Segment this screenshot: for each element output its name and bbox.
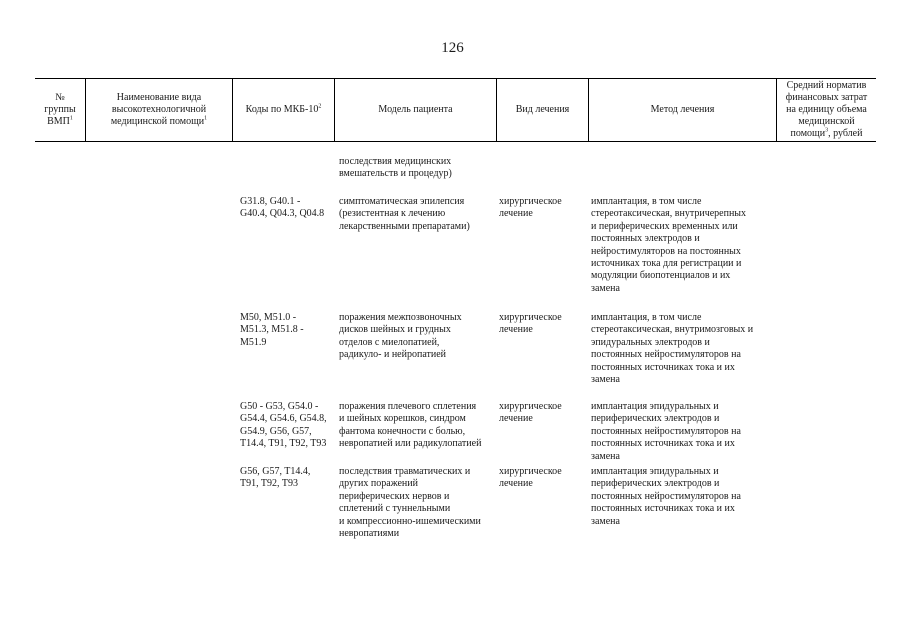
row-treatment-type: хирургическое лечение [499,401,562,425]
header-group-number: № группы ВМП$^1$ [44,91,76,127]
row-patient-model: поражения межпозвоночных дисков шейных и грудных отделов с миелопатией, радикуло- и нейропатией [339,312,462,361]
row-icd-codes: G50 - G53, G54.0 - G54.4, G54.6, G54.8, G54.9, G56, G57, T14.4, T91, T92, T93 [240,401,327,450]
row-patient-model: поражения плечевого сплетения и шейных корешков, синдром фантома конечности с болью, невропатией или радикулопатией [339,401,482,450]
page-number: 126 [441,40,464,56]
header-icd-codes: Коды по МКБ-$10^2$ [245,103,322,115]
row-treatment-type: хирургическое лечение [499,312,562,336]
header-average-cost: Средний норматив финансовых затрат на единицу объема медицинской помощи$^3$, рублей [785,79,868,139]
row-icd-codes: G56, G57, T14.4, T91, T92, T93 [240,466,311,490]
header-care-type-name: Наименование вида высокотехнологичной медицинской помощи$^1$ [110,91,208,127]
row-treatment-type: хирургическое лечение [499,466,562,490]
table-header-bottom-border [35,141,876,142]
row-patient-model: симптоматическая эпилепсия (резистентная к лечению лекарственными препаратами) [339,196,470,232]
row-patient-model: последствия травматических и других поражений периферических нервов и сплетений с туннельными и компрессионно-ишемическими невропатиями [339,466,481,540]
header-treatment-method: Метод лечения [650,103,715,115]
row-icd-codes: M50, M51.0 - M51.3, M51.8 - M51.9 [240,312,304,348]
row-treatment-method: имплантация, в том числе стереотаксическая, внутримозговых и эпидуральных электродов и постоянных нейростимуляторов на постоянных источниках тока и их замена [591,312,754,386]
row-treatment-method: имплантация эпидуральных и периферических электродов и постоянных нейростимуляторов на постоянных источниках тока и их замена [591,401,741,462]
header-treatment-type: Вид лечения [515,103,570,115]
header-patient-model: Модель пациента [378,103,453,115]
row-icd-codes: G31.8, G40.1 - G40.4, Q04.3, Q04.8 [240,196,325,220]
row-patient-model: последствия медицинских вмешательств и процедур) [339,156,452,180]
row-treatment-method: имплантация эпидуральных и периферических электродов и постоянных нейростимуляторов на постоянных источниках тока и их замена [591,466,741,527]
row-treatment-type: хирургическое лечение [499,196,562,220]
row-treatment-method: имплантация, в том числе стереотаксическая, внутричерепных и периферических временных или постоянных электродов и нейростимуляторов на постоянных источниках тока для регистрации и модуляции биопотенциалов и их замена [591,196,747,294]
